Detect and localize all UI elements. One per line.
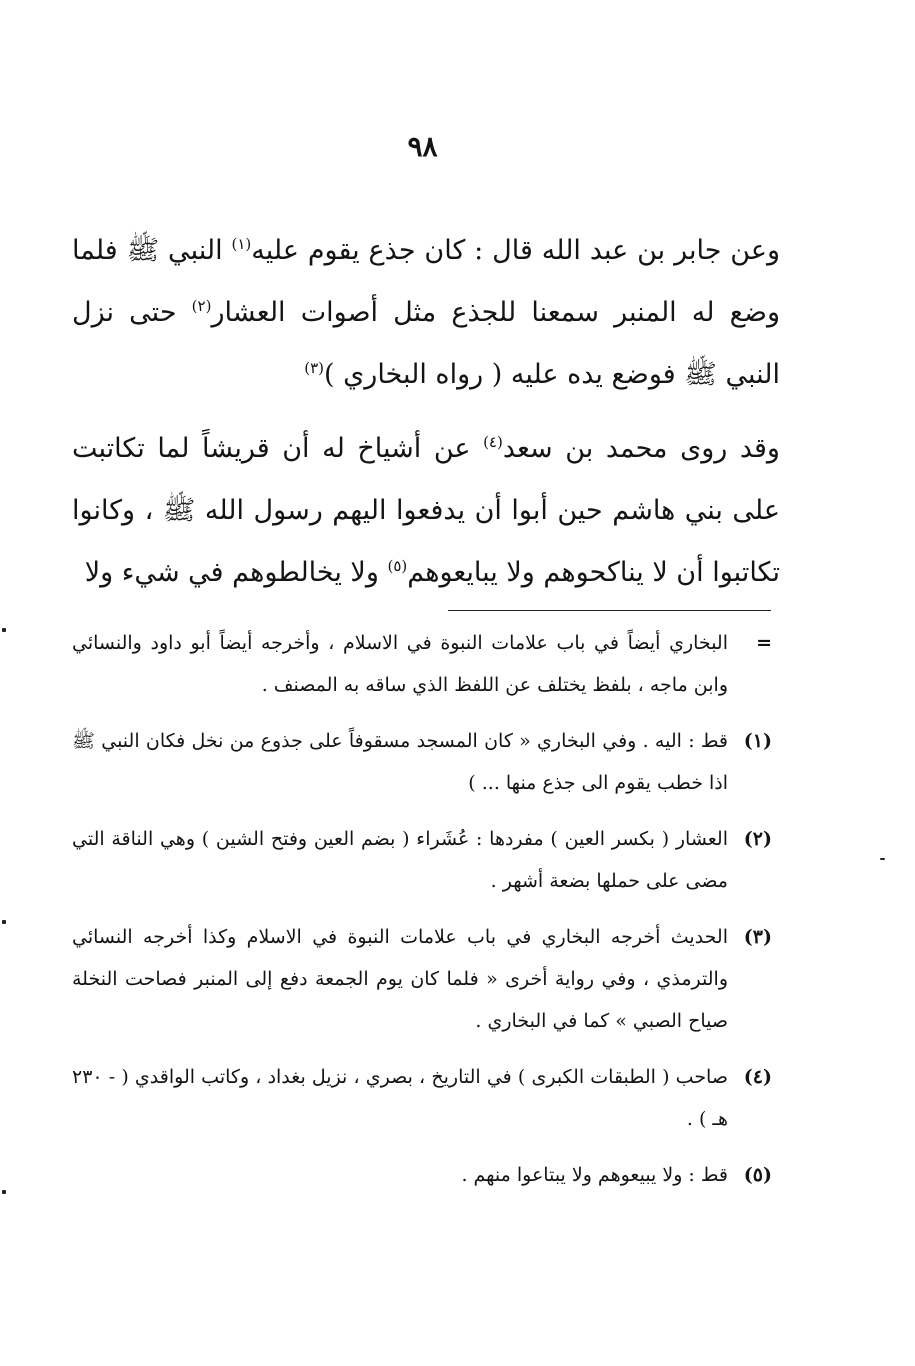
- footnote-reference: (٤): [483, 433, 503, 451]
- text-run: وقد روى محمد بن سعد: [502, 433, 780, 464]
- footnote-reference: (٥): [387, 557, 408, 575]
- footnote-mark: (٥): [743, 1164, 772, 1186]
- footnote-separator-line: [448, 610, 771, 611]
- footnote-text: صاحب ( الطبقات الكبرى ) في التاريخ ، بصري ، نزيل بغداد ، وكاتب الواقدي ( - ٢٣٠ هـ ) .: [72, 1066, 728, 1130]
- footnote-1: [72, 720, 772, 804]
- scan-mark: [880, 858, 885, 860]
- text-run: حتى نزل النبي ﷺ فوضع يده عليه ( رواه البخاري ): [72, 297, 780, 390]
- footnote-text: قط : اليه . وفي البخاري « كان المسجد مسقوفاً على جذوع من نخل فكان النبي ﷺ اذا خطب يقوم الى جذع منها ... ): [72, 730, 728, 794]
- scan-mark: [2, 1190, 6, 1194]
- scan-mark: [2, 628, 6, 632]
- footnote-3: [72, 916, 772, 1042]
- footnote-text: البخاري أيضاً في باب علامات النبوة في الاسلام ، وأخرجه أيضاً أبو داود والنسائي وابن ماجه ، بلفظ يختلف عن اللفظ الذي ساقه به المصنف .: [72, 632, 728, 696]
- footnote-mark: (٢): [743, 828, 772, 850]
- text-run: ولا يخالطوهم في شيء ولا: [84, 557, 388, 588]
- text-run: النبي ﷺ فلما وضع له المنبر سمعنا للجذع مثل أصوات العشار: [72, 235, 780, 328]
- main-text: [72, 220, 780, 604]
- footnote-mark: (٣): [743, 926, 772, 948]
- footnote-reference: (٢): [191, 297, 212, 315]
- footnote-text: قط : ولا يبيعوهم ولا يبتاعوا منهم .: [461, 1164, 728, 1186]
- footnotes: [72, 622, 772, 1210]
- footnote-4: [72, 1056, 772, 1140]
- footnote-text: العشار ( بكسر العين ) مفردها : عُشَراء ( بضم العين وفتح الشين ) وهي الناقة التي مضى على حملها بضعة أشهر .: [72, 828, 728, 892]
- text-run: عن أشياخ له أن قريشاً لما تكاتبت على بني هاشم حين أبوا أن يدفعوا اليهم رسول الله ﷺ ، وكانوا تكاتبوا أن لا يناكحوهم ولا يبايعوهم: [72, 433, 780, 588]
- scan-mark: [2, 920, 6, 924]
- footnote-continuation: [72, 622, 772, 706]
- footnote-mark: (٤): [743, 1066, 772, 1088]
- paragraph-1: [72, 220, 780, 406]
- footnote-5: [72, 1154, 772, 1196]
- paragraph-2: [72, 418, 780, 604]
- footnote-reference: (١): [231, 235, 252, 253]
- footnote-mark: =: [756, 632, 772, 654]
- page-number: ٩٨: [407, 130, 438, 163]
- footnote-2: [72, 818, 772, 902]
- footnote-text: الحديث أخرجه البخاري في باب علامات النبوة في الاسلام وكذا أخرجه النسائي والترمذي ، وفي رواية أخرى « فلما كان يوم الجمعة دفع إلى المنبر فصاحت النخلة صياح الصبي » كما في البخاري .: [72, 926, 728, 1032]
- text-run: وعن جابر بن عبد الله قال : كان جذع يقوم عليه: [251, 235, 780, 266]
- footnote-reference: (٣): [304, 359, 325, 377]
- footnote-mark: (١): [743, 730, 772, 752]
